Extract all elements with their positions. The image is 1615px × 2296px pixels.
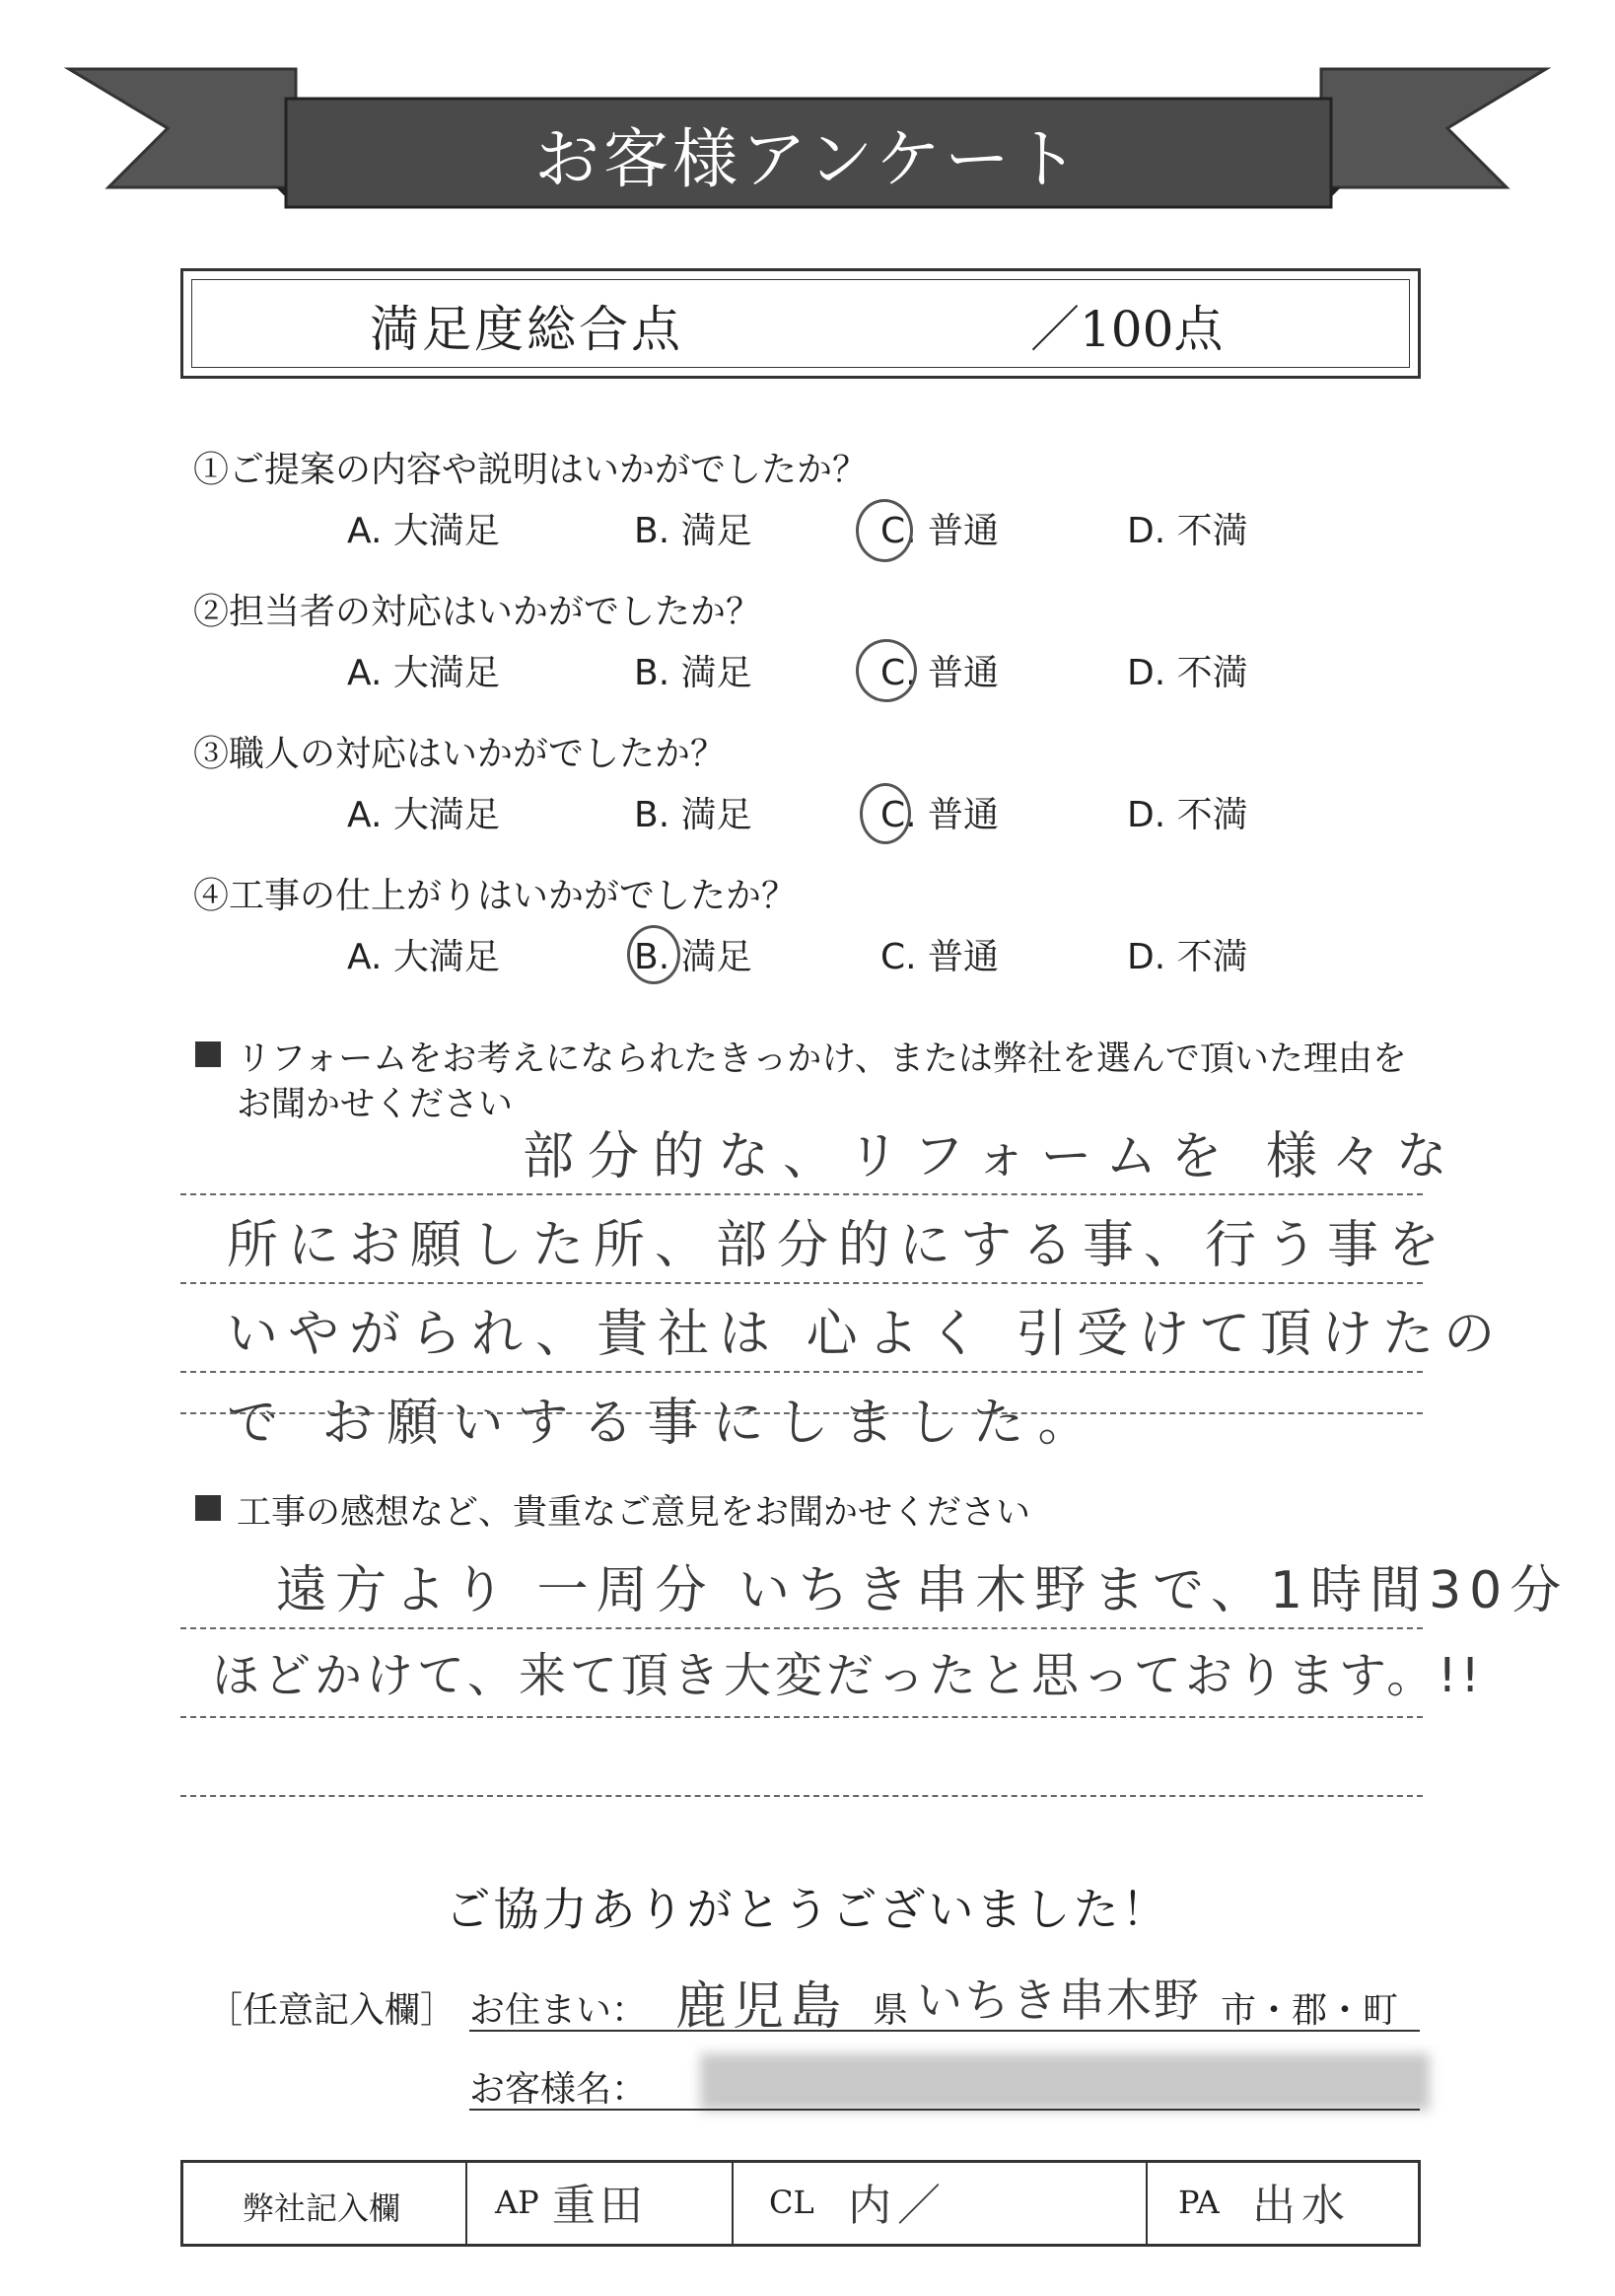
total-score-label: 満足度総合点 — [370, 301, 683, 358]
address-underline — [469, 2030, 1420, 2032]
section-1-rule-3 — [180, 1371, 1423, 1373]
customer-name-underline — [469, 2109, 1420, 2111]
section-1-bullet — [195, 1041, 221, 1067]
thanks-message: ご協力ありがとうございました！ — [445, 1883, 1170, 1936]
section-2-bullet — [195, 1495, 221, 1521]
address-suffix: 市・郡・町 — [1221, 1990, 1399, 2031]
q2-option-b[interactable]: B. 満足 — [634, 653, 752, 693]
section-2-rule-2 — [180, 1716, 1423, 1718]
pa-label: PA — [1178, 2184, 1220, 2221]
office-label: 弊社記入欄 — [243, 2189, 401, 2227]
q3-option-c[interactable]: C. 普通 — [880, 795, 1000, 835]
q2-option-d[interactable]: D. 不満 — [1127, 653, 1248, 693]
q1-option-d[interactable]: D. 不満 — [1127, 511, 1248, 551]
q2-option-a[interactable]: A. 大満足 — [347, 653, 500, 693]
total-score-max: ／100点 — [1030, 301, 1224, 358]
ap-label: AP — [495, 2184, 539, 2221]
section-1-rule-2 — [180, 1282, 1423, 1284]
q1-option-c[interactable]: C. 普通 — [880, 511, 1000, 551]
q3-option-b[interactable]: B. 満足 — [634, 795, 752, 835]
q1-option-a[interactable]: A. 大満足 — [347, 511, 500, 551]
question-4: ④工事の仕上がりはいかがでしたか？ — [193, 876, 798, 916]
section-1-heading-line2: お聞かせください — [237, 1085, 514, 1124]
q1-option-b[interactable]: B. 満足 — [634, 511, 752, 551]
section-2-answer-line2: ほどかけて、来て頂き大変だったと思っております。!! — [212, 1648, 1484, 1703]
section-1-rule-4 — [180, 1412, 1423, 1414]
section-1-answer-line1: 部分的な、リフォームを 様々な — [523, 1127, 1461, 1186]
q2-selected-circle — [856, 639, 917, 702]
address-city[interactable]: いちき串木野 — [917, 1973, 1201, 2027]
section-2-rule-3 — [180, 1795, 1423, 1797]
address-label: お住まい： — [469, 1990, 648, 2031]
section-1-heading-line1: リフォームをお考えになられたきっかけ、または弊社を選んで頂いた理由を — [237, 1040, 1407, 1079]
q3-selected-circle — [860, 783, 911, 844]
q4-option-d[interactable]: D. 不満 — [1127, 937, 1248, 977]
cl-label: CL — [769, 2184, 814, 2221]
question-1: ①ご提案の内容や説明はいかがでしたか？ — [193, 450, 869, 490]
section-2-answer-line1: 遠方より 一周分 いちき串木野まで、1時間30分 — [276, 1561, 1570, 1620]
customer-name-redacted — [700, 2053, 1430, 2111]
survey-title: お客様アンケート — [533, 120, 1084, 197]
section-1-answer-line3: いやがられ、貴社は 心よく 引受けて頂けたの — [227, 1305, 1506, 1364]
address-prefecture-suffix: 県 — [873, 1990, 909, 2031]
ap-value[interactable]: 重田 — [552, 2181, 647, 2231]
section-1-answer-line2: 所にお願した所、部分的にする事、行う事を — [227, 1216, 1450, 1275]
q2-option-c[interactable]: C. 普通 — [880, 653, 1000, 693]
pa-value[interactable]: 出水 — [1252, 2181, 1351, 2231]
section-2-rule-1 — [180, 1627, 1423, 1629]
q4-option-c[interactable]: C. 普通 — [880, 937, 1000, 977]
q3-option-a[interactable]: A. 大満足 — [347, 795, 500, 835]
section-1-rule-1 — [180, 1193, 1423, 1195]
section-2-heading: 工事の感想など、貴重なご意見をお聞かせください — [237, 1493, 1031, 1533]
optional-label: ［任意記入欄］ — [207, 1990, 456, 2031]
q4-option-b[interactable]: B. 満足 — [634, 937, 752, 977]
section-1-answer-line4: で お願いする事にしました。 — [227, 1394, 1103, 1453]
q3-option-d[interactable]: D. 不満 — [1127, 795, 1248, 835]
q4-selected-circle — [627, 925, 680, 984]
question-2: ②担当者の対応はいかがでしたか？ — [193, 592, 762, 632]
question-3: ③職人の対応はいかがでしたか？ — [193, 734, 727, 774]
q4-option-a[interactable]: A. 大満足 — [347, 937, 500, 977]
address-prefecture[interactable]: 鹿児島 — [675, 1977, 848, 2037]
customer-name-label: お客様名： — [469, 2069, 648, 2110]
total-score-box — [180, 268, 1421, 379]
q1-selected-circle — [856, 499, 913, 562]
cl-value[interactable]: 内／ — [848, 2181, 947, 2231]
